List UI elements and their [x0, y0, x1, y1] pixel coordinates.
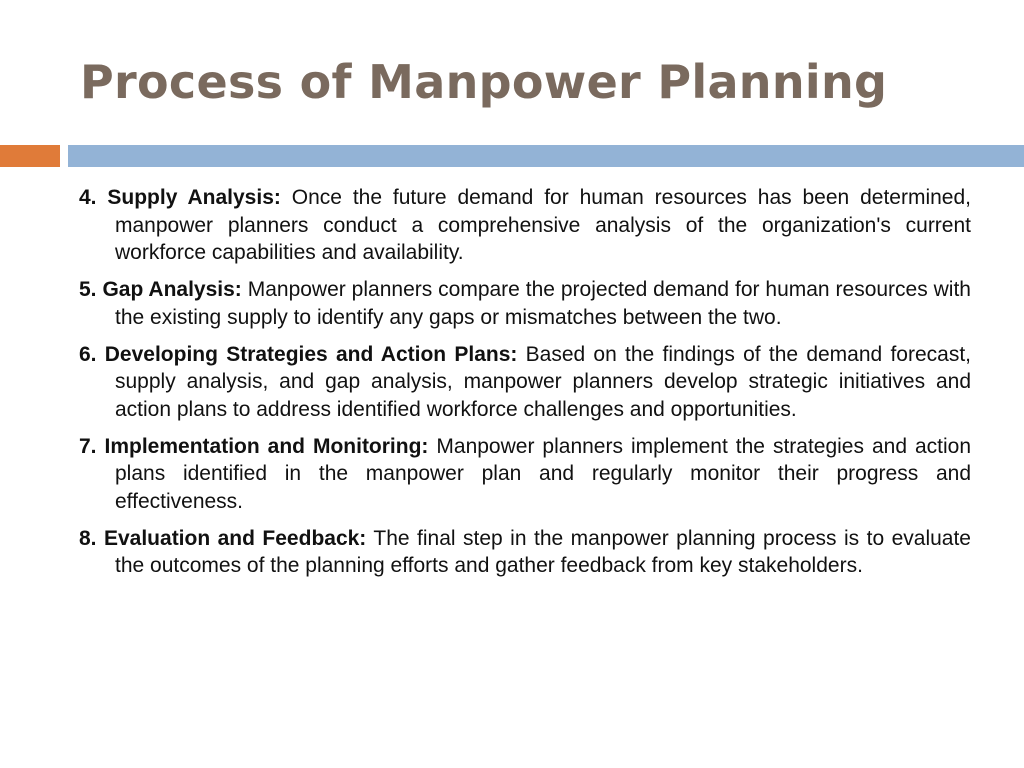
item-text: The final step in the manpower planning process is to evaluate the outcomes of the planning efforts and gather feedback from key stakeholders. [115, 526, 971, 577]
item-number: 6. [79, 342, 97, 366]
item-text: Based on the findings of the demand forecast, supply analysis, and gap analysis, manpower planners develop strategic initiatives and action plans to address identified workforce challenges and opportunities. [115, 342, 971, 421]
item-heading: Evaluation and Feedback: [103, 526, 367, 550]
item-number: 5. [79, 278, 97, 301]
accent-bar-blue [68, 145, 1024, 167]
content-list [79, 184, 971, 589]
list-item-gap-analysis [79, 276, 971, 331]
list-item-developing-strategies [79, 341, 971, 424]
item-number: 8. [79, 526, 97, 550]
list-item-evaluation-feedback [79, 525, 971, 580]
item-heading: Implementation and Monitoring: [104, 434, 429, 458]
item-text: Manpower planners implement the strategies and action plans identified in the manpower plan and regularly monitor their progress and effectiveness. [115, 434, 972, 513]
item-text: Manpower planners compare the projected demand for human resources with the existing supply to identify any gaps or mismatches between the two. [115, 278, 971, 329]
item-number: 7. [79, 434, 97, 458]
item-heading: Supply Analysis: [107, 186, 281, 209]
item-heading: Gap Analysis: [102, 278, 242, 301]
accent-bar-orange [0, 145, 60, 167]
item-number: 4. [79, 186, 97, 209]
item-heading: Developing Strategies and Action Plans: [104, 342, 518, 366]
list-item-implementation-monitoring [79, 433, 971, 516]
list-item-supply-analysis [79, 184, 971, 267]
item-text: Once the future demand for human resources has been determined, manpower planners conduct a comprehensive analysis of the organization's current workforce capabilities and availability. [115, 186, 971, 264]
slide-title: Process of Manpower Planning [80, 55, 888, 109]
